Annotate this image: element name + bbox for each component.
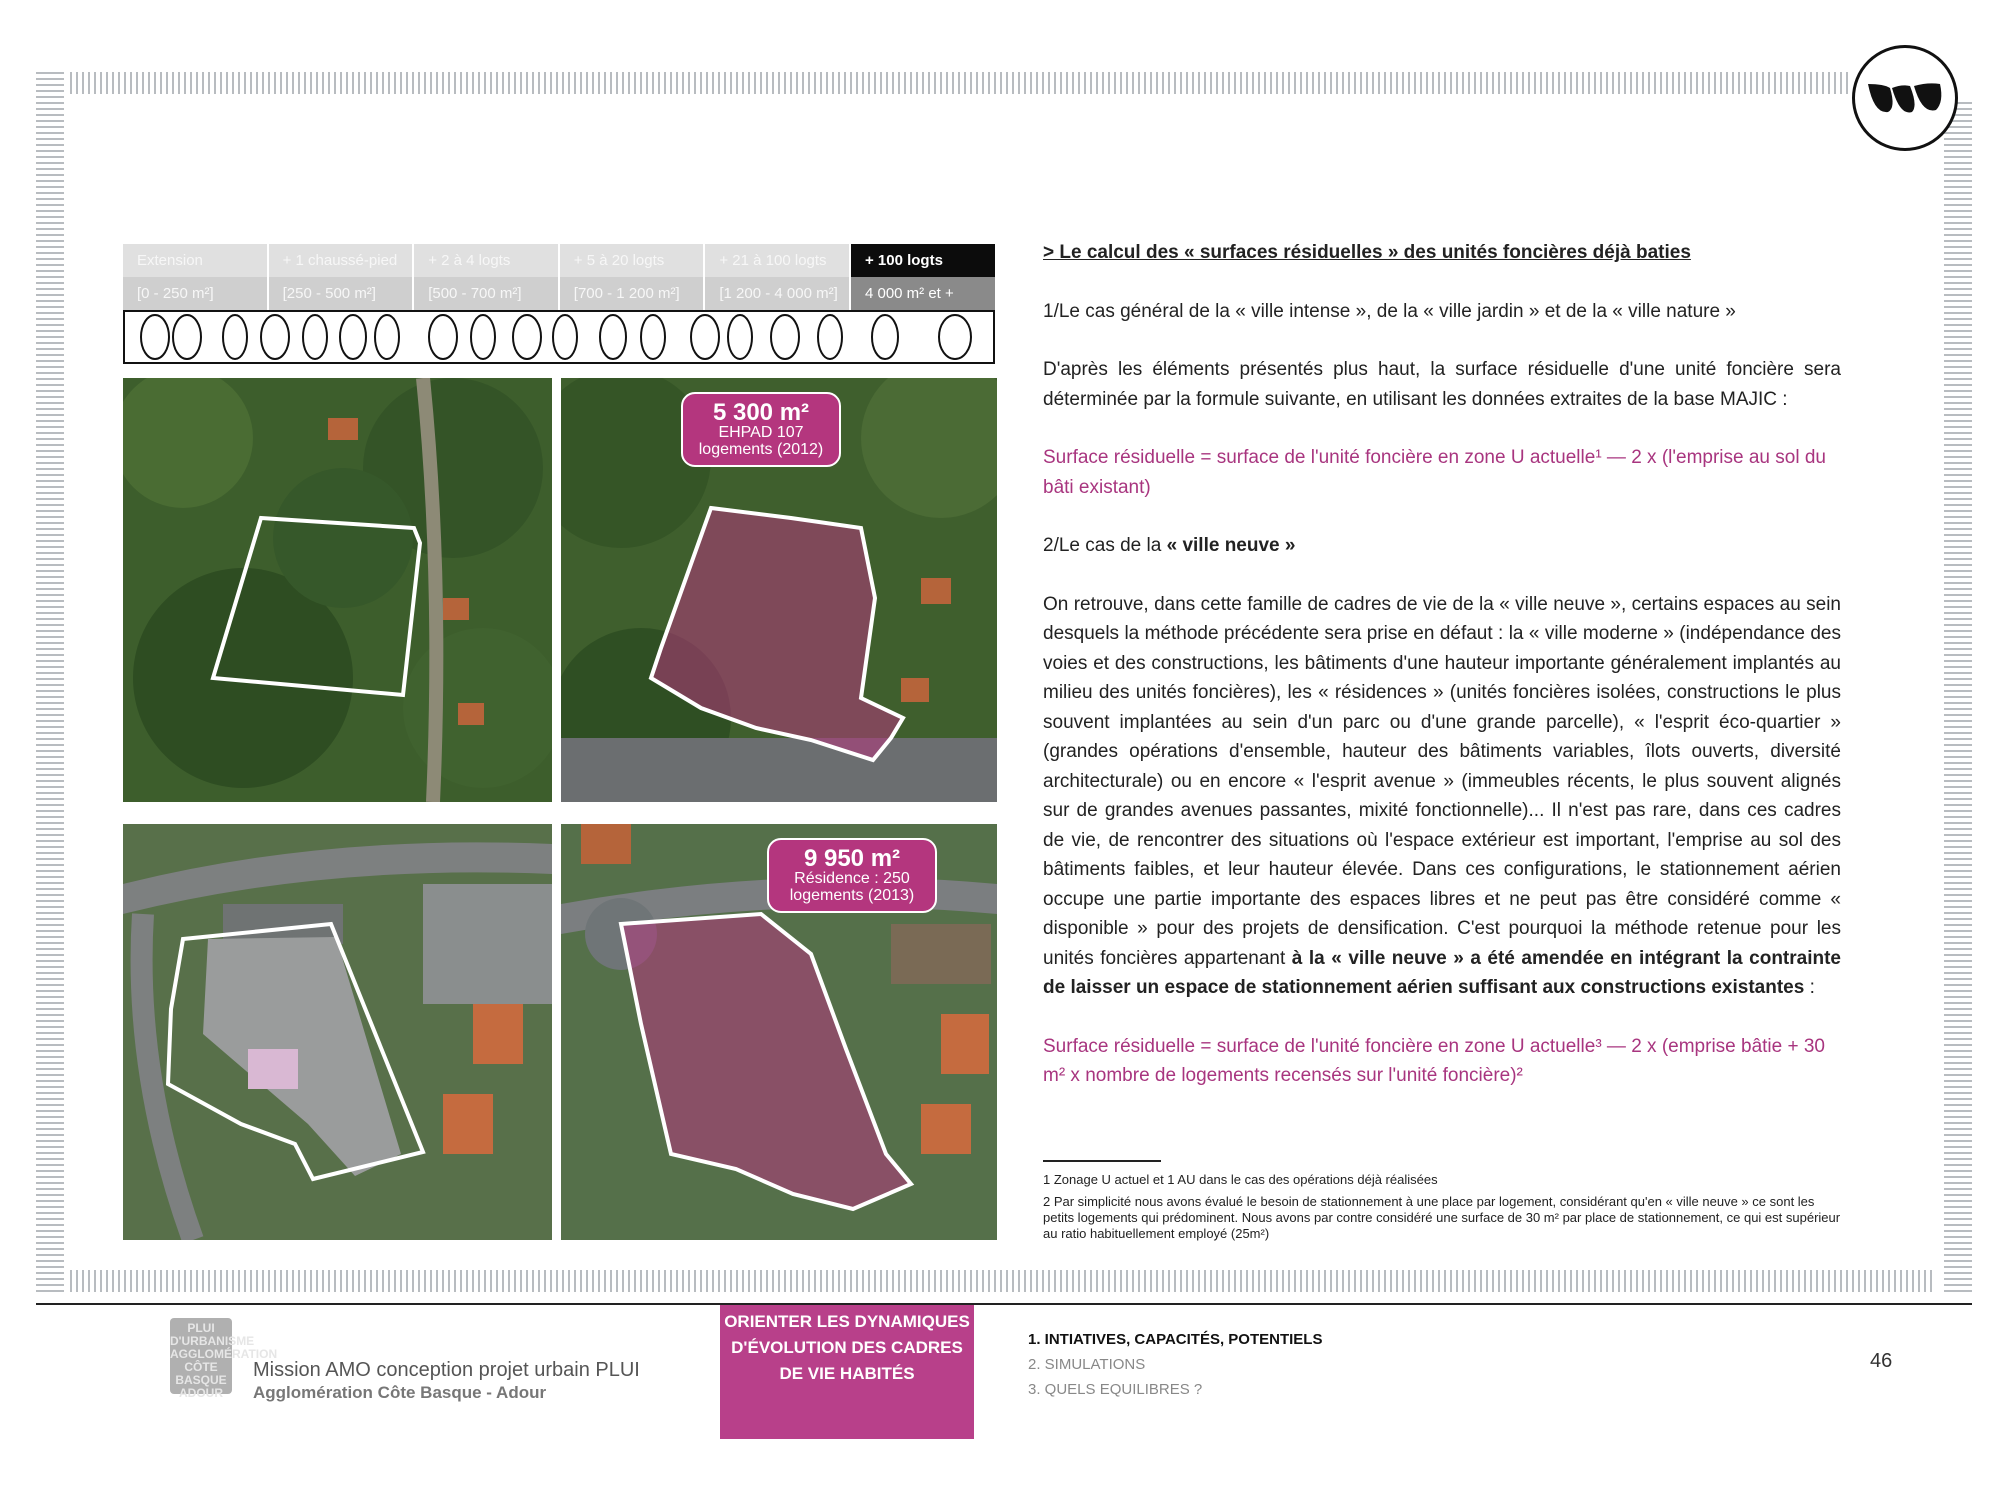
footnote-2: 2 Par simplicité nous avons évalué le besoin de stationnement à une place par logement, considérant qu'en « ville neuve » ce sont les petits logements qui prédominent. Nous avons par contre considéré une surface de 30 m² par place de stationnement, ce qui est supérieur au ratio habituellement employé (25m²): [1043, 1194, 1841, 1241]
typology-cell: [500 - 700 m²]: [414, 277, 560, 310]
typology-cell: [1 200 - 4 000 m²]: [705, 277, 851, 310]
plui-logo: PLUI D'URBANISME AGGLOMÉRATION CÔTE BASQUE ADOUR: [170, 1318, 232, 1394]
step-3: 3. QUELS EQUILIBRES ?: [1028, 1381, 1203, 1398]
aerial-photo-residence: [561, 824, 997, 1240]
footnote-divider: [1043, 1160, 1161, 1162]
brand-logo: [1852, 45, 1958, 151]
step-1: 1. INTIATIVES, CAPACITÉS, POTENTIELS: [1028, 1331, 1323, 1348]
frame-left-band: [36, 72, 64, 1292]
case-2-title: [1043, 531, 1841, 561]
agglomeration-name: Agglomération Côte Basque - Adour: [253, 1383, 547, 1402]
frame-bottom-band: [70, 1270, 1936, 1292]
typology-cell: + 21 à 100 logts: [705, 244, 851, 277]
typology-cell: + 5 à 20 logts: [560, 244, 706, 277]
typology-row-areas: [123, 277, 995, 310]
paragraph-method: D'après les éléments présentés plus haut, la surface résiduelle d'une unité foncière sera déterminée par la formule suivante, en utilisant les données extraites de la base MAJIC :: [1043, 359, 1841, 410]
badge-area: 5 300 m²: [712, 399, 810, 426]
area-badge-residence: [767, 838, 937, 913]
paragraph-end: :: [1804, 977, 1815, 998]
typology-cell: [250 - 500 m²]: [269, 277, 415, 310]
typology-row-labels: [123, 244, 995, 277]
chapter-steps: [1028, 1327, 1322, 1402]
aerial-photo-warehouse: [123, 824, 552, 1240]
case-2-prefix: 2/Le cas de la: [1043, 535, 1167, 556]
case-1-title: 1/Le cas général de la « ville intense », de la « ville jardin » et de la « ville nature »: [1043, 300, 1736, 322]
frame-top-band: [70, 72, 1850, 94]
typology-table: [123, 244, 995, 364]
section-label-box: ORIENTER LES DYNAMIQUES D'ÉVOLUTION DES CADRES DE VIE HABITÉS: [720, 1305, 974, 1439]
typology-cell: [700 - 1 200 m²]: [560, 277, 706, 310]
paragraph-ville-neuve: [1043, 590, 1841, 1003]
typology-cell-highlight: + 100 logts: [851, 244, 995, 277]
footnote-1: 1 Zonage U actuel et 1 AU dans le cas des opérations déjà réalisées: [1043, 1172, 1438, 1187]
badge-line: logements (2012): [698, 440, 824, 458]
badge-line: logements (2013): [789, 886, 915, 904]
paragraph-text: On retrouve, dans cette famille de cadres de vie de la « ville neuve », certains espaces au sein desquels la méthode précédente sera prise en défaut : la « ville moderne » (indépendance des voies et des constructions, les bâtiments d'une hauteur importante généralement implantés au milieu des unités foncières), les « résidences » (unités foncières isolées, constructions le plus souvent implantées au sein d'un parc ou d'une grande parcelle), « l'esprit éco-quartier » (grandes opérations d'ensemble, hauteur des bâtiments variables, îlots ouverts, diversité architecturale) ou en encore « l'esprit avenue » (immeubles récents, le plus souvent alignés sur de grandes avenues passantes, mixité fonctionnelle)... Il n'est pas rare, dans ces cadres de vie, de rencontrer des situations où l'espace extérieur est important, l'emprise au sol des bâtiments faibles, et leur hauteur élevée. Dans ces configurations, le stationnement aérien occupe une partie importante des espaces libres et ne peut pas être considéré comme « disponible » pour des projets de densification. C'est pourquoi la méthode retenue pour les unités foncières appartenant: [1043, 593, 1841, 969]
page-number: 46: [1870, 1350, 1893, 1372]
badge-line: Résidence : 250: [794, 870, 910, 888]
area-badge-ehpad: [681, 392, 841, 467]
aerial-photo-wooded-plot: [123, 378, 552, 802]
badge-line: EHPAD 107: [718, 424, 804, 442]
typology-cell-highlight: 4 000 m² et +: [851, 277, 995, 310]
frame-right-band: [1944, 100, 1972, 1292]
typology-cell: Extension: [123, 244, 269, 277]
case-2-bold: « ville neuve »: [1166, 535, 1296, 556]
aerial-photo-ehpad: [561, 378, 997, 802]
footer-divider: [36, 1303, 1972, 1305]
paragraph-bold: à la « ville neuve » a été amendée en intégrant la contrainte de laisser un espace de stationnement aérien suffisant aux constructions existantes: [1043, 947, 1841, 998]
step-2: 2. SIMULATIONS: [1028, 1356, 1146, 1373]
footnotes: [1043, 1172, 1843, 1248]
typology-cell: + 1 chaussé-pied: [269, 244, 415, 277]
section-heading: > Le calcul des « surfaces résiduelles » des unités foncières déjà baties: [1043, 242, 1691, 263]
text-column: [1043, 238, 1841, 1091]
mission-title: Mission AMO conception projet urbain PLUI: [253, 1359, 640, 1381]
formula-1: Surface résiduelle = surface de l'unité foncière en zone U actuelle¹ — 2 x (l'emprise au sol du bâti existant): [1043, 447, 1826, 498]
badge-area: 9 950 m²: [803, 845, 901, 872]
formula-2: Surface résiduelle = surface de l'unité foncière en zone U actuelle³ — 2 x (emprise bâtie + 30 m² x nombre de logements recensés sur l'unité foncière)²: [1043, 1035, 1825, 1086]
typology-shapes-strip: [123, 310, 995, 364]
typology-cell: [0 - 250 m²]: [123, 277, 269, 310]
typology-cell: + 2 à 4 logts: [414, 244, 560, 277]
